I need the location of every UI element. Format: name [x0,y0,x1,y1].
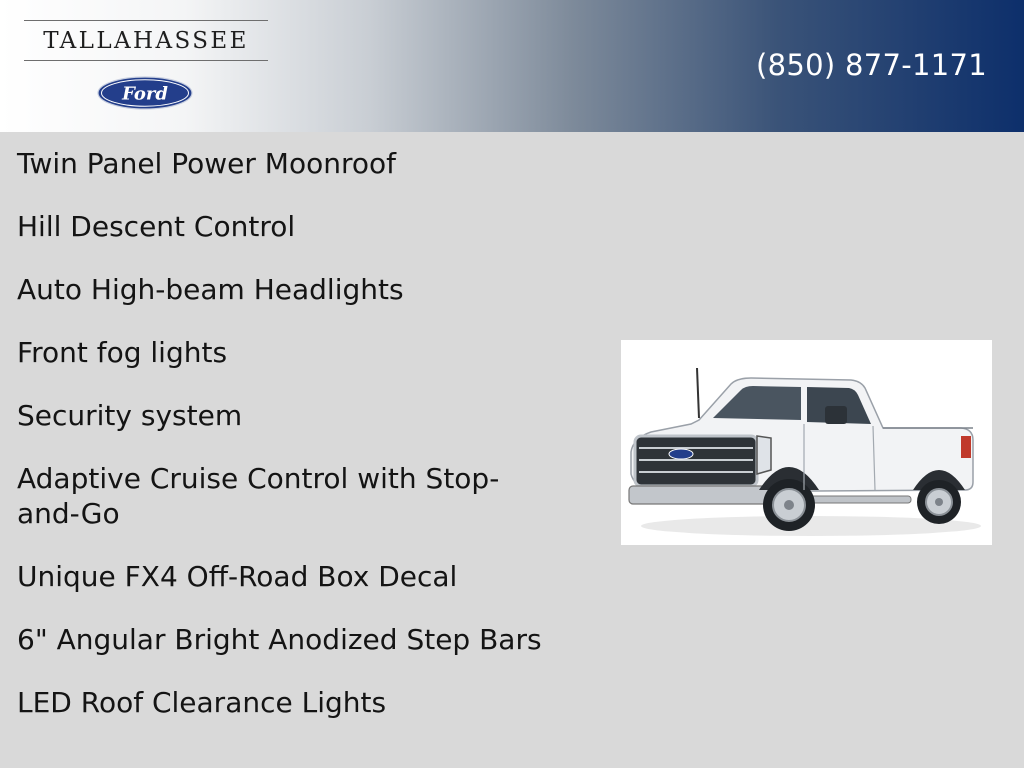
feature-item: Twin Panel Power Moonroof [17,147,396,180]
feature-item: 6" Angular Bright Anodized Step Bars [17,623,542,656]
vehicle-image [621,340,992,545]
dealer-header [0,0,1024,132]
feature-item: LED Roof Clearance Lights [17,686,387,719]
feature-item: Front fog lights [17,336,228,369]
feature-item: Hill Descent Control [17,210,296,243]
feature-item: Unique FX4 Off-Road Box Decal [17,560,458,593]
feature-item: Adaptive Cruise Control with Stop-and-Go [17,462,500,530]
pickup-truck-icon [621,340,992,545]
feature-item: Auto High-beam Headlights [17,273,404,306]
ford-logo-text: Ford [122,83,168,105]
dealer-phone[interactable]: (850) 877-1171 [755,48,987,82]
dealer-name: TALLAHASSEE [24,20,268,61]
feature-list [17,146,557,748]
feature-item: Security system [17,399,243,432]
ford-logo-icon [97,76,193,110]
